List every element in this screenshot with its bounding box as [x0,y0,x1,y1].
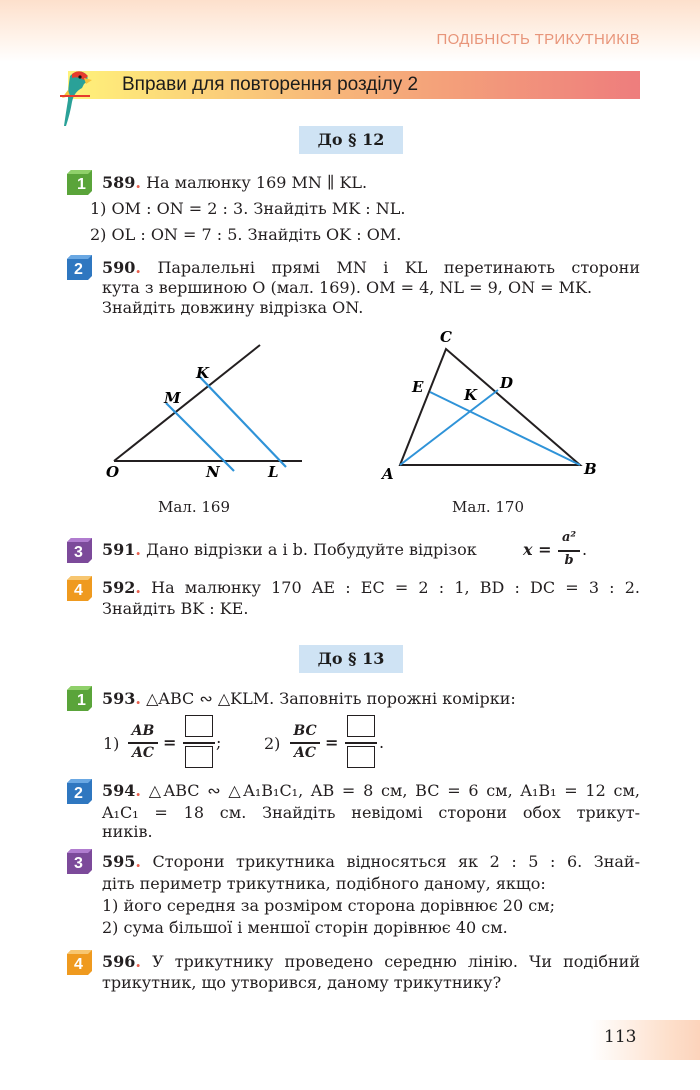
line-kl [198,375,286,467]
problem-592-line-1: 592. На малюнку 170 AE : EC = 2 : 1, BD : DC = 3 : 2. [102,578,641,597]
problem-591-line: 591. Дано відрізки a і b. Побудуйте відрізок [102,540,477,559]
level-4-badge-icon [67,576,92,601]
problem-590-line-3: Знайдіть довжину відрізка ON. [102,298,364,317]
problem-589-line-1: 589. На малюнку 169 MN ∥ KL. [102,173,368,192]
svg-text:2: 2 [74,261,83,278]
level-1-badge-icon [67,170,92,195]
level-3-badge-icon [67,849,92,874]
problem-596-line-2: трикутник, що утворився, даному трикутнику? [102,973,502,992]
problem-595-line-3: 1) його середня за розміром сторона дорівнює 20 см; [102,896,556,915]
label-K: K [464,386,478,404]
problem-590-line-2: кута з вершиною O (мал. 169). OM = 4, NL = 9, ON = MK. [102,278,593,297]
empty-cell-1-bottom[interactable] [185,746,213,768]
item-2-end: . [379,733,385,752]
problem-590-line-1: 590. Паралельні прямі MN і KL перетинають сторони [102,258,641,277]
level-2-badge-icon [67,255,92,280]
chapter-title: ПОДІБНІСТЬ ТРИКУТНИКІВ [436,31,640,48]
problem-594-line-3: ників. [102,822,153,841]
label-D: D [500,374,514,392]
ray-ok [114,345,260,461]
formula-numerator: a² [561,530,577,545]
problem-596-line-1: 596. У трикутнику проведено середню лінію. Чи подібний [102,952,641,971]
label-O: O [106,463,120,481]
item-2-cell-bar [345,742,377,744]
label-N: N [206,463,220,481]
label-K: K [196,364,210,382]
label-C: C [440,328,452,346]
empty-cell-1-top[interactable] [185,715,213,737]
problem-589-line-3: 2) OL : ON = 7 : 5. Знайдіть OK : OM. [90,225,402,244]
problem-592-line-2: Знайдіть BK : KE. [102,599,249,618]
svg-text:4: 4 [74,582,83,599]
level-1-badge-icon [67,686,92,711]
label-L: L [268,463,279,481]
problem-595-line-2: діть периметр трикутника, подібного даному, якщо: [102,874,546,893]
label-B: B [584,460,597,478]
svg-text:3: 3 [74,544,83,561]
item-2-denominator: AC [293,745,316,761]
item-1-end: ; [216,733,222,752]
item-2-numerator: BC [293,723,317,739]
problem-595-line-1: 595. Сторони трикутника відносяться як 2 : 5 : 6. Знай- [102,852,641,871]
parrot-icon [60,68,94,128]
item-1-label: 1) [103,734,120,753]
caption-169: Мал. 169 [158,498,230,516]
item-2-equals: = [325,733,339,752]
problem-594-line-1: 594. △ABC ∾ △A₁B₁C₁, AB = 8 см, BC = 6 см, A₁B₁ = 12 см, [102,781,640,800]
page-number: 113 [604,1027,637,1047]
formula-denominator: b [564,553,574,568]
label-A: A [382,465,394,483]
section-banner [68,71,640,99]
paragraph-label-13: До § 13 [299,645,403,673]
segment-be [430,392,580,465]
label-M: M [164,389,181,407]
problem-594-line-2: A₁C₁ = 18 см. Знайдіть невідомі сторони обох трикут- [102,803,640,822]
figure-170 [378,322,608,487]
problem-595-line-4: 2) сума більшої і меншої сторін дорівнює 40 см. [102,918,508,937]
level-3-badge-icon [67,538,92,563]
figure-169 [100,335,320,485]
item-2-label: 2) [264,734,281,753]
section-title: Вправи для повторення розділу 2 [122,74,419,95]
svg-text:1: 1 [77,176,86,193]
triangle-abc [400,349,580,465]
item-1-numerator: AB [131,723,155,739]
label-E: E [412,378,424,396]
problem-589-line-2: 1) OM : ON = 2 : 3. Знайдіть MK : NL. [90,199,406,218]
level-4-badge-icon [67,950,92,975]
item-1-equals: = [163,733,177,752]
level-2-badge-icon [67,779,92,804]
paragraph-label-12: До § 12 [299,126,403,154]
svg-text:2: 2 [74,785,83,802]
empty-cell-2-bottom[interactable] [347,746,375,768]
empty-cell-2-top[interactable] [347,715,375,737]
formula-bar [558,550,580,552]
svg-text:4: 4 [74,956,83,973]
item-1-cell-bar [183,742,215,744]
svg-text:1: 1 [77,692,86,709]
formula-end: . [582,540,588,559]
svg-text:3: 3 [74,855,83,872]
item-1-denominator: AC [131,745,154,761]
item-1-bar [128,742,158,744]
item-2-bar [290,742,320,744]
formula-x: x = [523,540,552,559]
caption-170: Мал. 170 [452,498,524,516]
problem-593-line-1: 593. △ABC ∾ △KLM. Заповніть порожні комірки: [102,689,516,708]
